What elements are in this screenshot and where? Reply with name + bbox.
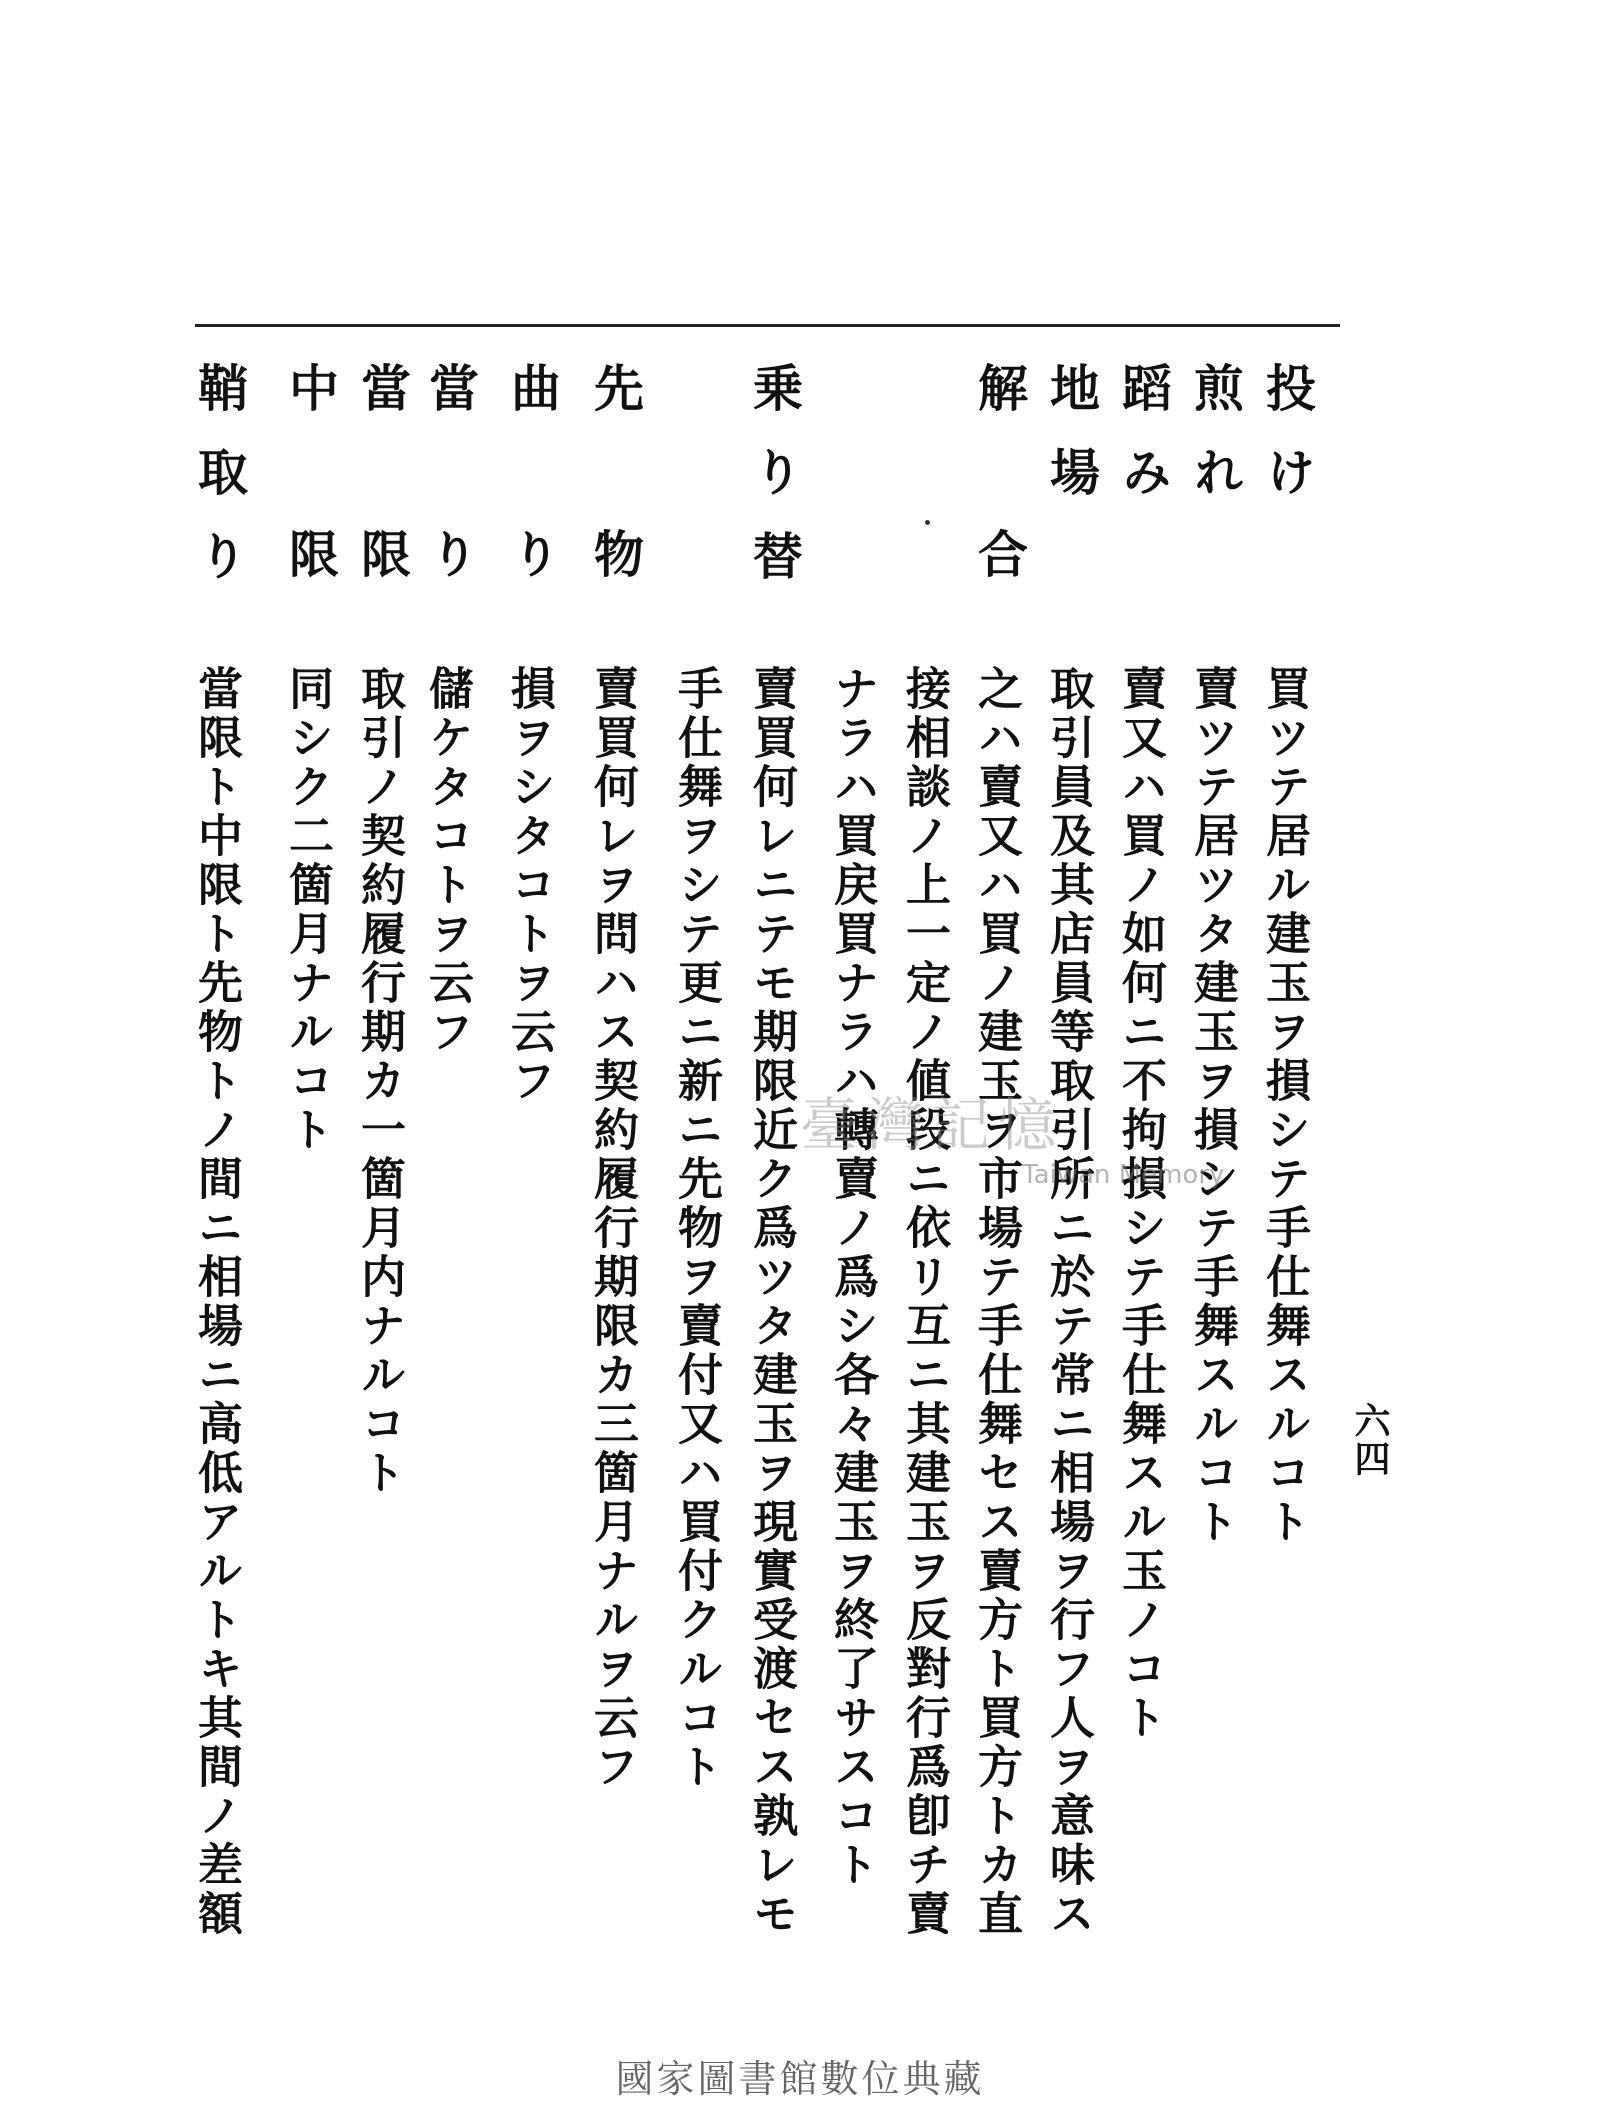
entry-term: 投け	[1258, 362, 1317, 530]
entry-definition: 賣買何レヲ問ハス契約履行期限カ三箇月ナルヲ云フ	[586, 665, 639, 1792]
entry-definition: 當限ト中限ト先物トノ間ニ相場ニ高低アルトキ其間ノ差額	[190, 665, 243, 1939]
entry-term: 蹈み	[1114, 362, 1173, 530]
entry-term: 地場	[1042, 362, 1101, 530]
watermark-english: Taiwan Memory	[1022, 1160, 1225, 1190]
entry-term: 煎れ	[1186, 362, 1245, 530]
entry-term: 曲り	[503, 362, 562, 694]
entry-definition: 取引ノ契約履行期カ一箇月内ナルコト	[353, 665, 406, 1498]
entry-definition: 手仕舞ヲシテ更ニ新ニ先物ヲ賣付又ハ買付クルコト	[670, 665, 723, 1792]
entry-definition: 之ハ賣又ハ買ノ建玉ヲ市場テ手仕舞セス賣方ト買方トカ直	[970, 665, 1023, 1939]
entry-definition: 接相談ノ上一定ノ値段ニ依リ互ニ其建玉ヲ反對行爲卽チ賣	[898, 665, 951, 1939]
page-number: 六四	[1349, 1402, 1391, 1478]
entry-term: 中限	[281, 362, 340, 694]
entry-definition: 賣又ハ買ノ如何ニ不拘損シテ手仕舞スル玉ノコト	[1114, 665, 1167, 1743]
library-footer: 國家圖書館數位典藏	[615, 2057, 985, 2101]
entry-term: 當り	[421, 362, 480, 694]
entry-term: 乗り替	[745, 362, 804, 614]
entry-term: 鞘取り	[190, 362, 249, 614]
entry-definition: 賣ツテ居ツタ建玉ヲ損シテ手舞スルコト	[1186, 665, 1239, 1547]
entry-term: 當限	[353, 362, 412, 694]
entry-definition: ナラハ買戻買ナラハ轉賣ノ爲シ各々建玉ヲ終了サスコト	[826, 665, 879, 1890]
entry-term: 解合	[970, 362, 1029, 694]
entry-term: 先物	[586, 362, 645, 694]
watermark-chinese: 臺灣記憶	[800, 1091, 1065, 1159]
entry-definition: 買ツテ居ル建玉ヲ損シテ手仕舞スルコト	[1258, 665, 1311, 1547]
entry-definition: 賣買何レニテモ期限近ク爲ツタ建玉ヲ現實受渡セス孰レモ	[745, 665, 798, 1939]
ink-speck	[925, 520, 930, 525]
entry-definition: 損ヲシタコトヲ云フ	[503, 665, 556, 1106]
entry-definition: 同シク二箇月ナルコト	[281, 665, 334, 1155]
entry-definition: 儲ケタコトヲ云フ	[421, 665, 474, 1057]
entry-definition: 取引員及其店員等取引所ニ於テ常ニ相場ヲ行フ人ヲ意味ス	[1042, 665, 1095, 1939]
header-rule	[195, 324, 1340, 327]
